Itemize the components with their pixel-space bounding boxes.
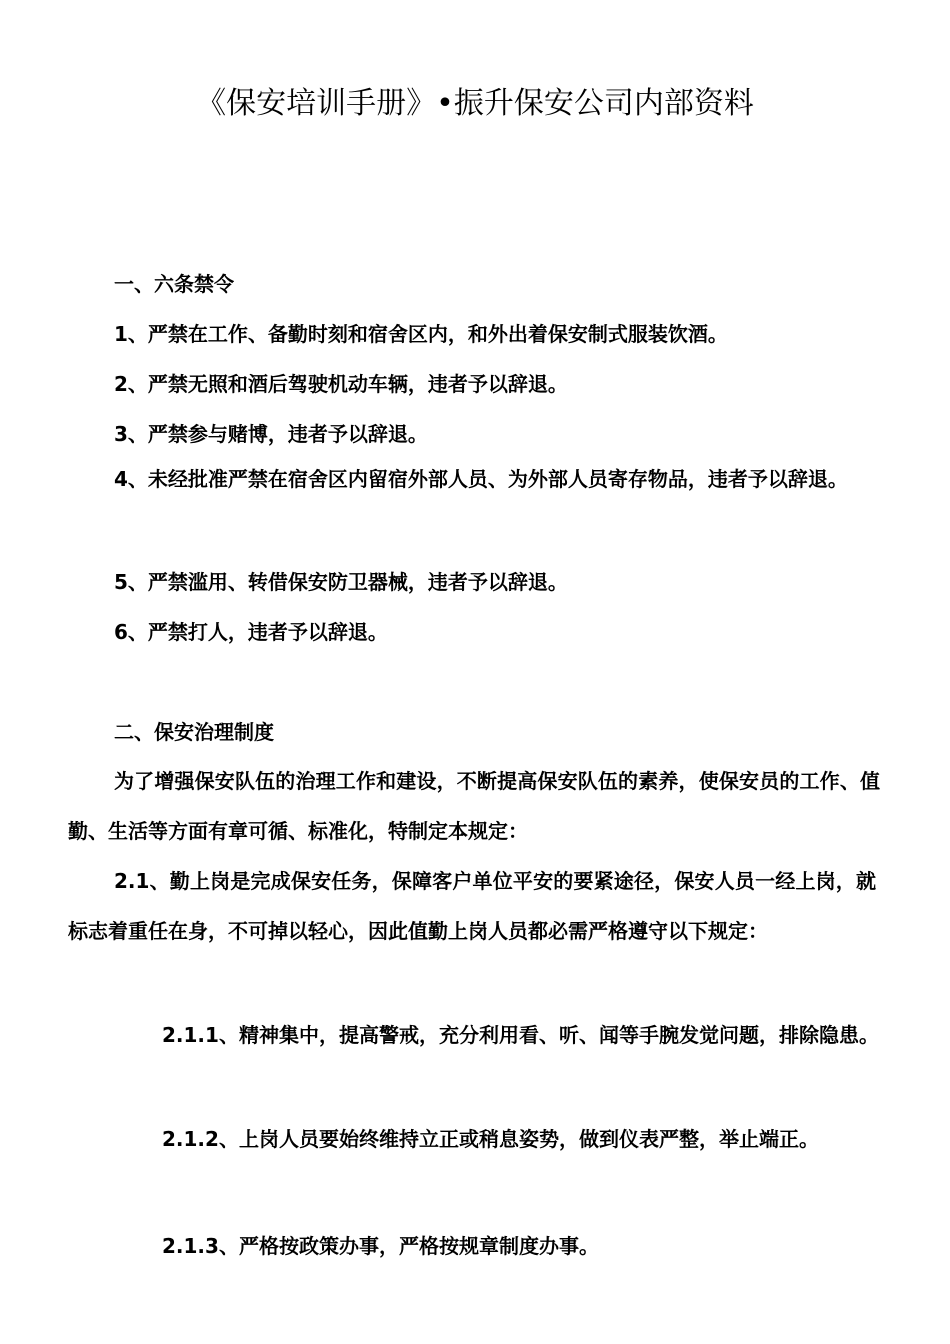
prohibition-item-4: 4、未经批准严禁在宿舍区内留宿外部人员、为外部人员寄存物品，违者予以辞退。 bbox=[114, 467, 848, 491]
section1-heading: 一、六条禁令 bbox=[114, 272, 234, 296]
clause-2-1-1: 2.1.1、精神集中，提高警戒，充分利用看、听、闻等手腕发觉问题，排除隐患。 bbox=[162, 1023, 879, 1047]
prohibition-item-2: 2、严禁无照和酒后驾驶机动车辆，违者予以辞退。 bbox=[114, 372, 568, 396]
prohibition-item-5: 5、严禁滥用、转借保安防卫器械，违者予以辞退。 bbox=[114, 570, 568, 594]
prohibition-item-6: 6、严禁打人，违者予以辞退。 bbox=[114, 620, 388, 644]
prohibition-item-3: 3、严禁参与赌博，违者予以辞退。 bbox=[114, 422, 428, 446]
clause-2-1-3: 2.1.3、严格按政策办事，严格按规章制度办事。 bbox=[162, 1234, 599, 1258]
section2-heading: 二、保安治理制度 bbox=[114, 720, 274, 744]
document-title: 《保安培训手册》•振升保安公司内部资料 bbox=[196, 86, 754, 121]
section2-intro: 为了增强保安队伍的治理工作和建设，不断提高保安队伍的素养，使保安员的工作、值勤、生活等方面有章可循、标准化，特制定本规定： bbox=[68, 769, 880, 843]
clause-2-1: 2.1、勤上岗是完成保安任务，保障客户单位平安的要紧途径，保安人员一经上岗，就标志着重任在身，不可掉以轻心，因此值勤上岗人员都必需严格遵守以下规定： bbox=[68, 869, 876, 943]
clause-2-1-2: 2.1.2、上岗人员要始终维持立正或稍息姿势，做到仪表严整，举止端正。 bbox=[162, 1127, 819, 1151]
prohibition-item-1: 1、严禁在工作、备勤时刻和宿舍区内，和外出着保安制式服装饮酒。 bbox=[114, 322, 728, 346]
